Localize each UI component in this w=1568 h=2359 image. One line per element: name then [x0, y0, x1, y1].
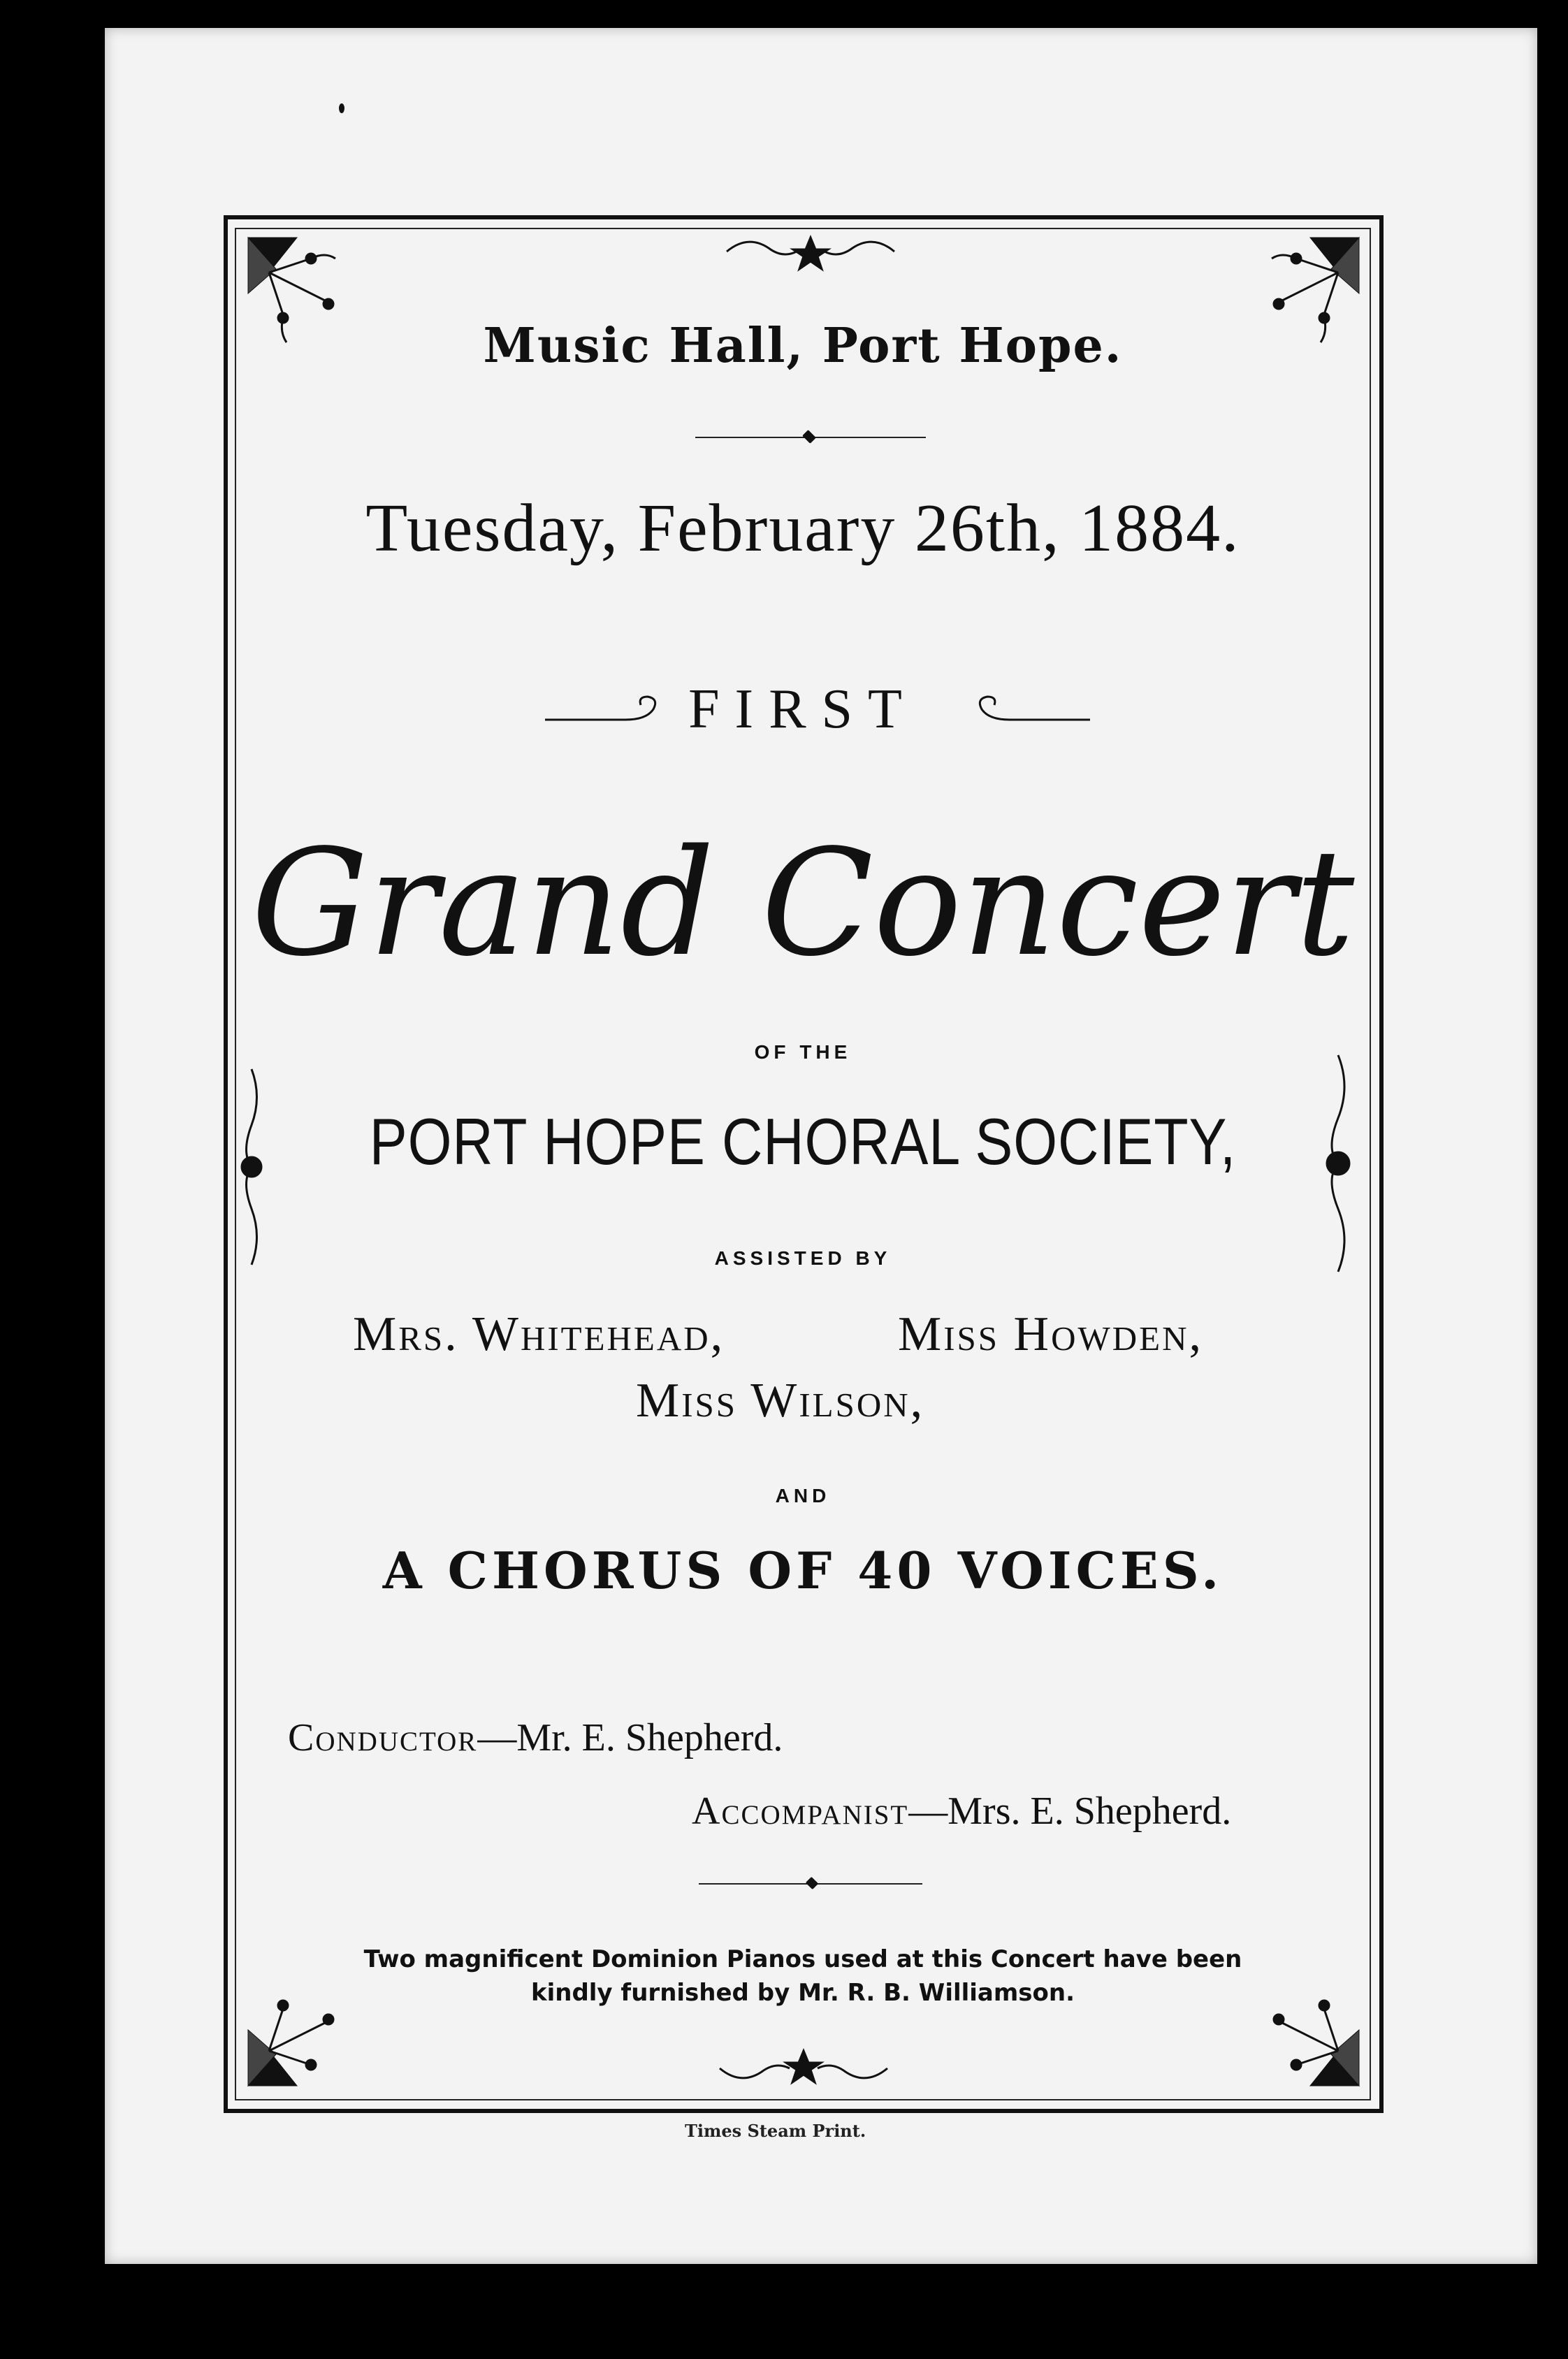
concert-title: Grand Concert: [251, 818, 1355, 989]
piano-note-line-1: Two magnificent Dominion Pianos used at this Concert have been: [363, 1945, 1242, 1973]
venue-heading: Music Hall, Port Hope.: [483, 318, 1123, 374]
concert-date: Tuesday, February 26th, 1884.: [365, 491, 1240, 566]
soloist-howden: Miss Howden,: [898, 1307, 1203, 1361]
first-right-flourish: [968, 692, 1094, 727]
printer-credit: Times Steam Print.: [685, 2121, 866, 2141]
assisted-by-label: ASSISTED BY: [714, 1247, 892, 1269]
first-label: FIRST: [688, 678, 917, 740]
bottom-scroll-ornament: [706, 2044, 901, 2093]
top-scroll-ornament: [713, 227, 908, 276]
society-name: PORT HOPE CHORAL SOCIETY,: [369, 1105, 1237, 1178]
soloist-whitehead: Mrs. Whitehead,: [353, 1307, 725, 1361]
chorus-line: A CHORUS OF 40 VOICES.: [382, 1541, 1224, 1600]
accompanist-role: Accompanist: [692, 1790, 909, 1833]
right-side-ornament: [1321, 1048, 1356, 1279]
accompanist-name: —Mrs. E. Shepherd.: [908, 1790, 1232, 1833]
soloist-wilson: Miss Wilson,: [636, 1374, 925, 1428]
and-label: AND: [775, 1485, 831, 1507]
piano-note: [235, 1943, 1371, 2010]
left-side-ornament: [238, 1062, 266, 1272]
ink-speck: [339, 103, 344, 113]
of-the-label: OF THE: [754, 1041, 852, 1063]
conductor-name: —Mr. E. Shepherd.: [477, 1716, 783, 1759]
conductor-role: Conductor: [288, 1716, 478, 1759]
piano-note-line-2: kindly furnished by Mr. R. B. Williamson.: [530, 1979, 1075, 2007]
accompanist-credit: [692, 1789, 1231, 1834]
conductor-credit: [288, 1715, 783, 1760]
